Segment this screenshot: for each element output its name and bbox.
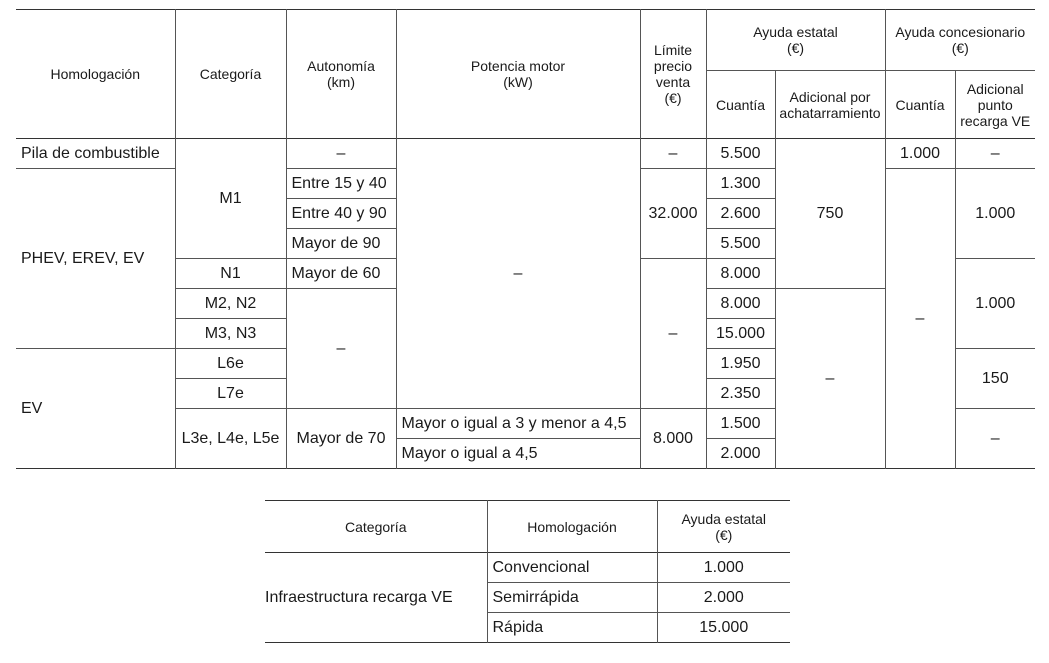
potencia-l3e-2: Mayor o igual a 4,5 xyxy=(396,439,640,469)
achatarramiento-750: 750 xyxy=(775,139,885,289)
adicional-punto-1000-b: 1.000 xyxy=(955,259,1035,349)
cuantia-l6e: 1.950 xyxy=(706,349,775,379)
header-row-1 xyxy=(16,10,1035,71)
header-autonomia-unit: (km) xyxy=(327,74,355,90)
homologacion-pila: Pila de combustible xyxy=(16,139,175,169)
header-ayuda-estatal-unit: (€) xyxy=(715,526,733,543)
limite-m1: 32.000 xyxy=(640,169,706,259)
categoria-m3n3: M3, N3 xyxy=(175,319,286,349)
header-ayuda-estatal-label: Ayuda estatal xyxy=(753,24,838,40)
header-row xyxy=(265,501,790,553)
header-ayuda-concesionario-unit: (€) xyxy=(951,40,969,56)
autonomia-n1: Mayor de 60 xyxy=(286,259,396,289)
categoria-l3e: L3e, L4e, L5e xyxy=(175,409,286,469)
conc-cuantia-pila: 1.000 xyxy=(885,139,955,169)
potencia-l3e-1: Mayor o igual a 3 y menor a 4,5 xyxy=(396,409,640,439)
cuantia-m2n2: 8.000 xyxy=(706,289,775,319)
header-potencia-unit: (kW) xyxy=(503,74,533,90)
categoria-m2n2: M2, N2 xyxy=(175,289,286,319)
header-homologacion: Homologación xyxy=(50,66,140,82)
autonomia-heavy: – xyxy=(286,289,396,409)
categoria-l6e: L6e xyxy=(175,349,286,379)
cuantia-l3e-1: 1.500 xyxy=(706,409,775,439)
autonomia-m1-3: Mayor de 90 xyxy=(286,229,396,259)
limite-heavy: – xyxy=(640,259,706,409)
header-ayuda-estatal xyxy=(706,10,885,71)
adicional-punto-150: 150 xyxy=(955,349,1035,409)
adicional-punto-dash: – xyxy=(955,409,1035,469)
autonomia-l3e: Mayor de 70 xyxy=(286,409,396,469)
cuantia-pila: 5.500 xyxy=(706,139,775,169)
conc-adicional-pila: – xyxy=(955,139,1035,169)
header-cuantia-concesionario: Cuantía xyxy=(885,71,955,139)
table-row xyxy=(265,553,790,583)
categoria-l7e: L7e xyxy=(175,379,286,409)
table-row xyxy=(16,139,1035,169)
header-adicional-punto-line-2: punto xyxy=(977,96,1013,113)
header-categoria: Categoría xyxy=(175,10,286,139)
header-adicional-punto-recarga xyxy=(955,71,1035,139)
header-ayuda-estatal-unit: (€) xyxy=(786,40,805,56)
cuantia-m1-1: 1.300 xyxy=(706,169,775,199)
header-limite-line-3: venta xyxy=(655,74,691,90)
ayuda-convencional: 1.000 xyxy=(657,553,790,583)
autonomia-m1-2: Entre 40 y 90 xyxy=(286,199,396,229)
infraestructura-recarga-table xyxy=(265,500,790,643)
header-potencia-motor xyxy=(396,10,640,139)
header-autonomia xyxy=(286,10,396,139)
header-adicional-achatarramiento-line-2: achatarramiento xyxy=(779,104,881,121)
cuantia-m1-3: 5.500 xyxy=(706,229,775,259)
ayudas-vehiculos-table xyxy=(16,9,1035,469)
homologacion-convencional: Convencional xyxy=(487,553,657,583)
header-categoria: Categoría xyxy=(345,518,407,535)
cuantia-n1: 8.000 xyxy=(706,259,775,289)
header-ayuda-estatal-label: Ayuda estatal xyxy=(681,510,767,527)
categoria-n1: N1 xyxy=(175,259,286,289)
limite-l3e: 8.000 xyxy=(640,409,706,469)
header-adicional-achatarramiento-line-1: Adicional por xyxy=(789,88,871,105)
header-autonomia-label: Autonomía xyxy=(307,58,375,74)
header-cuantia-estatal: Cuantía xyxy=(706,71,775,139)
homologacion-rapida: Rápida xyxy=(487,613,657,643)
ayuda-semirrapida: 2.000 xyxy=(657,583,790,613)
header-adicional-punto-line-3: recarga VE xyxy=(960,112,1031,129)
header-limite-precio xyxy=(640,10,706,139)
achatarramiento-dash: – xyxy=(775,289,885,469)
homologacion-semirrapida: Semirrápida xyxy=(487,583,657,613)
homologacion-ev: EV xyxy=(16,349,175,469)
conc-cuantia-dash: – xyxy=(885,169,955,469)
header-ayuda-concesionario-label: Ayuda concesionario xyxy=(895,24,1026,40)
header-limite-line-4: (€) xyxy=(664,90,682,106)
header-ayuda-concesionario xyxy=(885,10,1035,71)
autonomia-pila: – xyxy=(286,139,396,169)
header-homologacion: Homologación xyxy=(487,501,657,553)
limite-pila: – xyxy=(640,139,706,169)
cuantia-m1-2: 2.600 xyxy=(706,199,775,229)
ayuda-rapida: 15.000 xyxy=(657,613,790,643)
header-limite-line-1: Límite xyxy=(653,42,693,58)
header-potencia-label: Potencia motor xyxy=(470,58,566,74)
categoria-infraestructura: Infraestructura recarga VE xyxy=(265,553,487,643)
header-ayuda-estatal xyxy=(657,501,790,553)
cuantia-l7e: 2.350 xyxy=(706,379,775,409)
cuantia-l3e-2: 2.000 xyxy=(706,439,775,469)
homologacion-phev: PHEV, EREV, EV xyxy=(16,169,175,349)
categoria-m1: M1 xyxy=(175,139,286,259)
autonomia-m1-1: Entre 15 y 40 xyxy=(286,169,396,199)
adicional-punto-1000-a: 1.000 xyxy=(955,169,1035,259)
header-adicional-achatarramiento xyxy=(775,71,885,139)
potencia-dash: – xyxy=(396,139,640,409)
header-limite-line-2: precio xyxy=(653,58,693,74)
header-adicional-punto-line-1: Adicional xyxy=(966,80,1024,97)
cuantia-m3n3: 15.000 xyxy=(706,319,775,349)
